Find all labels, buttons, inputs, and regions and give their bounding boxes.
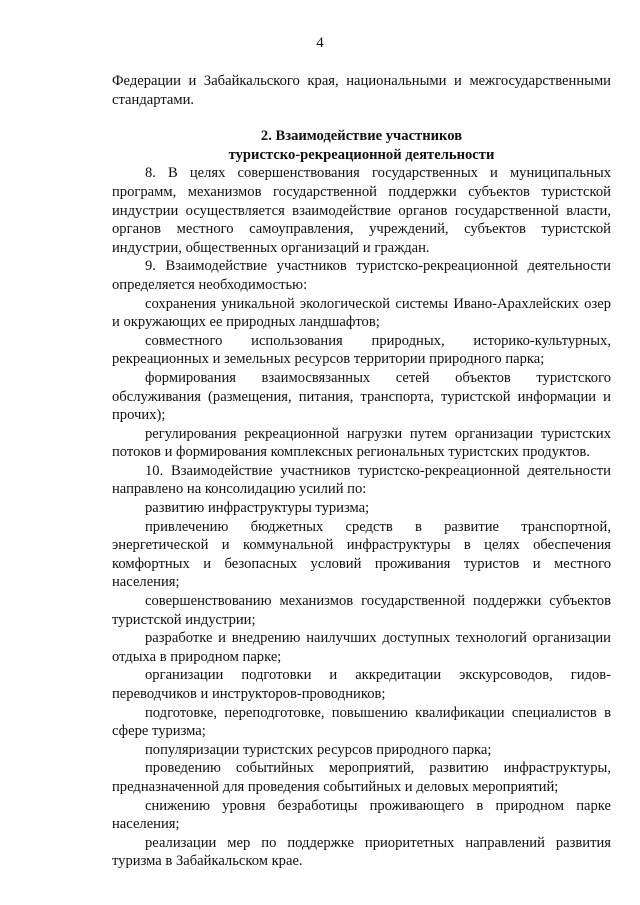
paragraph-10: 10. Взаимодействие участников туристско-рекреационной деятельности направлено на консолидацию усилий по: bbox=[112, 462, 611, 498]
list-item: проведению событийных мероприятий, развитию инфраструктуры, предназначенной для проведения событийных и деловых мероприятий; bbox=[112, 760, 611, 795]
list-item: сохранения уникальной экологической системы Ивано-Арахлейских озер и окружающих ее природных ландшафтов; bbox=[112, 295, 611, 331]
list-item: привлечению бюджетных средств в развитие транспортной, энергетической и коммунальной инфраструктуры в целях обеспечения комфортных и безопасных условий проживания туристов и местного населения; bbox=[112, 518, 611, 591]
intro-continuation: Федерации и Забайкальского края, национальными и межгосударственными стандартами. bbox=[112, 73, 611, 108]
document-body bbox=[112, 72, 611, 871]
list-item: организации подготовки и аккредитации экскурсоводов, гидов-переводчиков и инструкторов-проводников; bbox=[112, 667, 611, 702]
section-heading-line-1: 2. Взаимодействие участников bbox=[260, 128, 463, 145]
paragraph-9: 9. Взаимодействие участников туристско-рекреационной деятельности определяется необходимостью: bbox=[112, 258, 611, 293]
list-item: формирования взаимосвязанных сетей объектов туристского обслуживания (размещения, питания, транспорта, туристской информации и прочих); bbox=[112, 369, 611, 424]
paragraph-8: 8. В целях совершенствования государственных и муниципальных программ, механизмов государственной поддержки субъектов туристской индустрии осуществляется взаимодействие органов государственной власти, органов местного самоуправления, учреждений, субъектов туристской индустрии, общественных организаций и граждан. bbox=[112, 165, 611, 256]
list-item: развитию инфраструктуры туризма; bbox=[145, 500, 370, 517]
list-item: совершенствованию механизмов государственной поддержки субъектов туристской индустрии; bbox=[112, 593, 611, 628]
list-item: популяризации туристских ресурсов природного парка; bbox=[145, 741, 492, 758]
page-number: 4 bbox=[316, 35, 324, 51]
list-item: совместного использования природных, историко-культурных, рекреационных и земельных ресурсов территории природного парка; bbox=[112, 332, 611, 368]
section-heading bbox=[112, 127, 611, 164]
list-item: разработке и внедрению наилучших доступных технологий организации отдыха в природном парке; bbox=[112, 630, 611, 665]
list-item: снижению уровня безработицы проживающего в природном парке населения; bbox=[112, 797, 611, 833]
list-item: регулирования рекреационной нагрузки путем организации туристских потоков и формирования комплексных региональных туристских продуктов. bbox=[112, 425, 611, 461]
section-heading-line-2: туристско-рекреационной деятельности bbox=[228, 146, 495, 163]
list-item: подготовке, переподготовке, повышению квалификации специалистов в сфере туризма; bbox=[112, 704, 611, 740]
list-item: реализации мер по поддержке приоритетных направлений развития туризма в Забайкальском крае. bbox=[112, 834, 611, 870]
